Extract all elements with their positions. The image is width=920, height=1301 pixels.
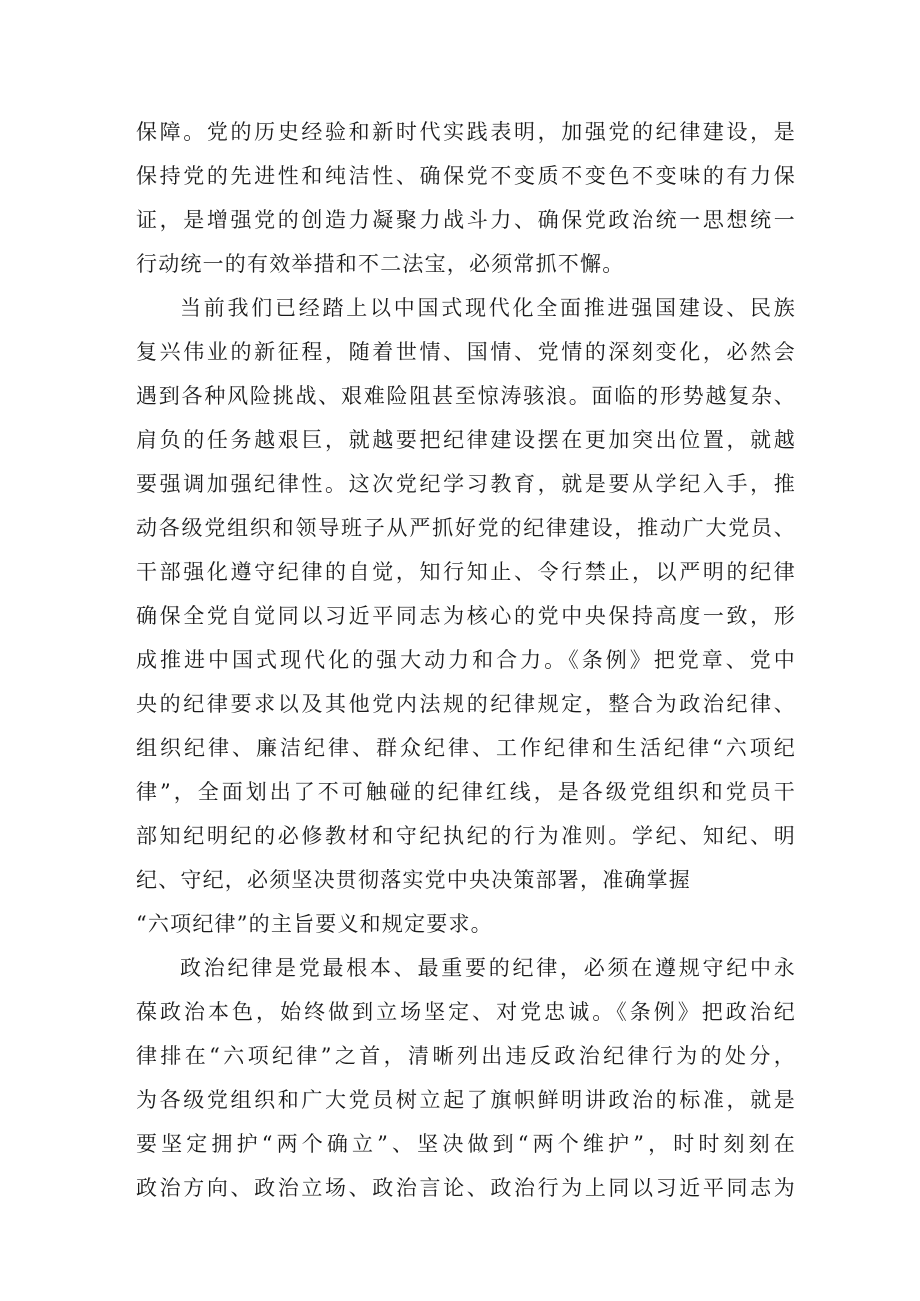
text-line: 为各级党组织和广大党员树立起了旗帜鲜明讲政治的标准，就是 [136, 1088, 796, 1112]
text-line: 复兴伟业的新征程，随着世情、国情、党情的深刻变化，必然会 [136, 340, 796, 364]
text-line: 部知纪明纪的必修教材和守纪执纪的行为准则。学纪、知纪、明 [136, 824, 796, 848]
text-line: 律排在“六项纪律”之首，清晰列出违反政治纪律行为的处分， [136, 1044, 796, 1068]
text-line: “六项纪律”的主旨要义和规定要求。 [136, 912, 493, 936]
text-line: 成推进中国式现代化的强大动力和合力。《条例》把党章、党中 [136, 648, 796, 672]
text-line: 肩负的任务越艰巨，就越要把纪律建设摆在更加突出位置，就越 [136, 428, 796, 452]
text-line: 行动统一的有效举措和不二法宝，必须常抓不懈。 [136, 252, 625, 276]
text-line: 遇到各种风险挑战、艰难险阻甚至惊涛骇浪。面临的形势越复杂、 [136, 384, 796, 408]
text-line: 葆政治本色，始终做到立场坚定、对党忠诚。《条例》把政治纪 [136, 1000, 796, 1024]
text-line: 组织纪律、廉洁纪律、群众纪律、工作纪律和生活纪律“六项纪 [136, 736, 796, 760]
text-line: 政治方向、政治立场、政治言论、政治行为上同以习近平同志为 [136, 1176, 796, 1200]
text-line: 干部强化遵守纪律的自觉，知行知止、令行禁止，以严明的纪律 [136, 560, 796, 584]
text-line: 要坚定拥护“两个确立”、坚决做到“两个维护”，时时刻刻在 [136, 1132, 796, 1156]
text-line: 保障。党的历史经验和新时代实践表明，加强党的纪律建设，是 [136, 120, 796, 144]
text-line: 保持党的先进性和纯洁性、确保党不变质不变色不变味的有力保 [136, 164, 796, 188]
text-line: 央的纪律要求以及其他党内法规的纪律规定，整合为政治纪律、 [136, 692, 796, 716]
text-line: 动各级党组织和领导班子从严抓好党的纪律建设，推动广大党员、 [136, 516, 796, 540]
text-line: 证，是增强党的创造力凝聚力战斗力、确保党政治统一思想统一 [136, 208, 796, 232]
text-line: 律”，全面划出了不可触碰的纪律红线，是各级党组织和党员干 [136, 780, 796, 804]
text-line: 要强调加强纪律性。这次党纪学习教育，就是要从学纪入手，推 [136, 472, 796, 496]
text-line: 当前我们已经踏上以中国式现代化全面推进强国建设、民族 [180, 296, 796, 320]
text-line: 纪、守纪，必须坚决贯彻落实党中央决策部署，准确掌握 [136, 868, 691, 892]
text-line: 政治纪律是党最根本、最重要的纪律，必须在遵规守纪中永 [180, 956, 796, 980]
text-line: 确保全党自觉同以习近平同志为核心的党中央保持高度一致，形 [136, 604, 796, 628]
